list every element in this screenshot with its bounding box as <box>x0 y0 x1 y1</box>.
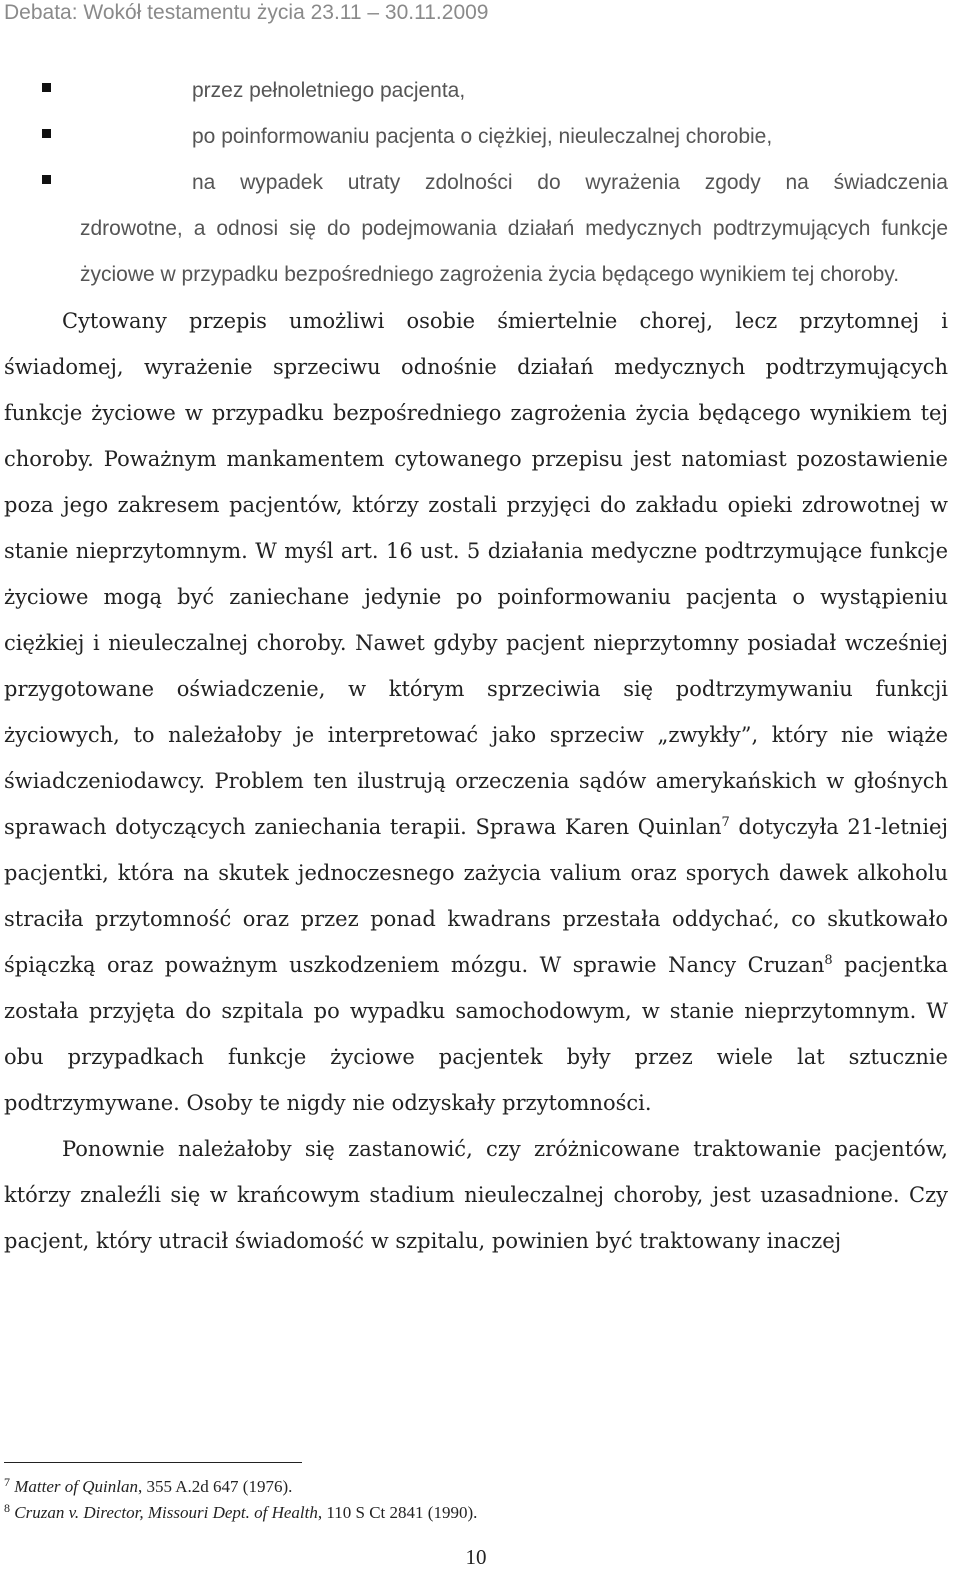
running-header: Debata: Wokół testamentu życia 23.11 – 30.11.2009 <box>4 1 489 24</box>
footnote-number: 8 <box>4 1501 10 1515</box>
page-content <box>4 68 948 1264</box>
paragraph-text: pacjentka została przyjęta do szpitala po wypadku samochodowym, w stanie nieprzytomnym. W obu przypadkach funkcje życiowe pacjentek były przez wiele lat sztucznie podtrzymywane. Osoby te nigdy nie odzyskały przytomności. <box>4 953 948 1115</box>
square-bullet-icon <box>42 129 51 138</box>
body-paragraph <box>4 1126 948 1264</box>
footnote-case-name: Matter of Quinlan <box>14 1477 138 1496</box>
paragraph-text: Ponownie należałoby się zastanowić, czy zróżnicowane traktowanie pacjentów, którzy znaleźli się w krańcowym stadium nieuleczalnej choroby, jest uzasadnione. Czy pacjent, który utracił świadomość w szpitalu, powinien być traktowany inaczej <box>4 1137 948 1253</box>
paragraph-text: Cytowany przepis umożliwi osobie śmiertelnie chorej, lecz przytomnej i świadomej, wyrażenie sprzeciwu odnośnie działań medycznych podtrzymujących funkcje życiowe w przypadku bezpośredniego zagrożenia życia będącego wynikiem tej choroby. Poważnym mankamentem cytowanego przepisu jest natomiast pozostawienie poza jego zakresem pacjentów, którzy zostali przyjęci do zakładu opieki zdrowotnej w stanie nieprzytomnym. W myśl art. 16 ust. 5 działania medyczne podtrzymujące funkcje życiowe mogą być zaniechane jedynie po poinformowaniu pacjenta o wystąpieniu ciężkiej i nieuleczalnej choroby. Nawet gdyby pacjent nieprzytomny posiadał wcześniej przygotowane oświadczenie, w którym sprzeciwia się podtrzymywaniu funkcji życiowych, to należałoby je interpretować jako sprzeciw „zwykły”, który nie wiąże świadczeniodawcy. Problem ten ilustrują orzeczenia sądów amerykańskich w głośnych sprawach dotyczących zaniechania terapii. Sprawa Karen Quinlan <box>4 309 948 839</box>
list-item-text: na wypadek utraty zdolności do wyrażenia zgody na świadczenia <box>192 171 948 194</box>
body-paragraph <box>4 298 948 1126</box>
list-item <box>4 68 948 114</box>
page-number: 10 <box>465 1545 487 1569</box>
square-bullet-icon <box>42 175 51 184</box>
paragraph-text: dotyczyła 21-letniej pacjentki, która na skutek jednoczesnego zażycia valium oraz sporych dawek alkoholu straciła przytomność oraz przez ponad kwadrans przestała oddychać, co skutkowało śpiączką oraz poważnym uszkodzeniem mózgu. W sprawie Nancy Cruzan <box>4 815 948 977</box>
list-item-text: przez pełnoletniego pacjenta, <box>192 79 466 102</box>
footnote-ref[interactable]: 8 <box>824 953 833 968</box>
list-item-continuation: zdrowotne, a odnosi się do podejmowania działań medycznych podtrzymujących funkcje życiowe w przypadku bezpośredniego zagrożenia życia będącego wynikiem tej choroby. <box>80 217 948 286</box>
list-item-text: po poinformowaniu pacjenta o ciężkiej, nieuleczalnej chorobie, <box>192 125 773 148</box>
footnote-case-name: Cruzan v. Director, Missouri Dept. of Health <box>14 1503 318 1522</box>
list-item <box>4 160 948 298</box>
square-bullet-icon <box>42 83 51 92</box>
footnote-number: 7 <box>4 1475 10 1489</box>
footnotes <box>4 1474 944 1526</box>
footnote-ref[interactable]: 7 <box>721 815 730 830</box>
footnote <box>4 1474 944 1500</box>
footnote-citation: , 355 A.2d 647 (1976). <box>137 1477 293 1496</box>
bullet-list <box>4 68 948 298</box>
list-item <box>4 114 948 160</box>
footnote-citation: , 110 S Ct 2841 (1990). <box>317 1503 478 1522</box>
footnote <box>4 1500 944 1526</box>
footnote-separator <box>4 1462 302 1463</box>
